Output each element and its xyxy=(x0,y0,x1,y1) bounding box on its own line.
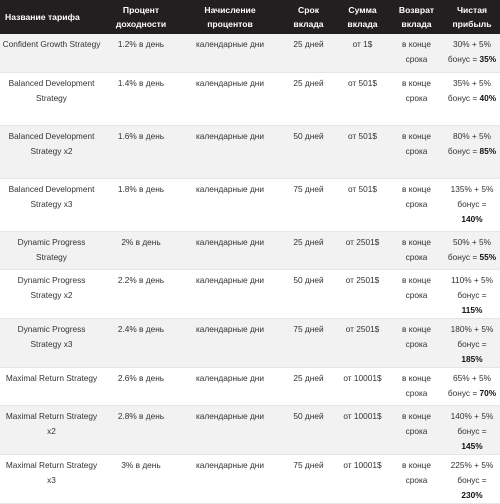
tariff-profit xyxy=(444,454,500,503)
tariff-return: в конце срока xyxy=(389,405,444,454)
profit-base: 50% + 5% xyxy=(452,236,492,247)
tariff-accrual: календарные дни xyxy=(179,125,281,178)
tariff-return: в конце срока xyxy=(389,72,444,125)
header-row xyxy=(0,0,500,34)
tariff-rate: 2.2% в день xyxy=(103,269,179,318)
profit-bonus-label: бонус = xyxy=(447,251,478,262)
profit-total: 145% xyxy=(461,440,483,451)
tariff-amount: от 501$ xyxy=(336,72,389,125)
tariff-accrual: календарные дни xyxy=(179,454,281,503)
tariff-name: Dynamic Progress Strategy x2 xyxy=(0,269,103,318)
tariff-rate: 2% в день xyxy=(103,231,179,269)
tariff-amount: от 10001$ xyxy=(336,405,389,454)
table-body xyxy=(0,34,500,503)
tariff-accrual: календарные дни xyxy=(179,72,281,125)
table-row xyxy=(0,178,500,231)
tariff-name: Dynamic Progress Strategy xyxy=(0,231,103,269)
profit-total: 55% xyxy=(479,251,497,262)
profit-base: 110% + 5% xyxy=(450,274,494,285)
profit-total: 40% xyxy=(479,92,497,103)
profit-base: 80% + 5% xyxy=(452,130,492,141)
profit-base: 30% + 5% xyxy=(452,39,492,49)
profit-total: 185% xyxy=(461,353,483,364)
tariff-accrual: календарные дни xyxy=(179,34,281,72)
profit-base: 135% + 5% xyxy=(450,183,494,194)
tariff-term: 25 дней xyxy=(281,367,336,405)
profit-base: 225% + 5% xyxy=(450,459,494,470)
tariff-accrual: календарные дни xyxy=(179,269,281,318)
header-term: Срок вклада xyxy=(281,0,336,34)
tariff-profit xyxy=(444,178,500,231)
tariff-amount: от 2501$ xyxy=(336,231,389,269)
profit-total: 140% xyxy=(461,213,483,224)
profit-total: 85% xyxy=(479,145,497,156)
tariff-rate: 2.4% в день xyxy=(103,318,179,367)
tariff-profit xyxy=(444,231,500,269)
profit-bonus-label: бонус = xyxy=(457,289,487,300)
tariff-term: 25 дней xyxy=(281,231,336,269)
tariff-profit xyxy=(444,405,500,454)
table-row xyxy=(0,405,500,454)
tariff-return: в конце срока xyxy=(389,34,444,72)
profit-bonus-label: бонус = xyxy=(447,387,478,398)
tariff-profit xyxy=(444,269,500,318)
tariff-return: в конце срока xyxy=(389,178,444,231)
tariff-name: Dynamic Progress Strategy x3 xyxy=(0,318,103,367)
tariff-return: в конце срока xyxy=(389,454,444,503)
tariff-rate: 2.8% в день xyxy=(103,405,179,454)
table-row xyxy=(0,231,500,269)
profit-bonus-label: бонус = xyxy=(457,198,487,209)
tariff-accrual: календарные дни xyxy=(179,318,281,367)
tariff-rate: 1.4% в день xyxy=(103,72,179,125)
profit-bonus-label: бонус = xyxy=(457,474,487,485)
table-row xyxy=(0,125,500,178)
table-row xyxy=(0,72,500,125)
table-row xyxy=(0,454,500,503)
profit-bonus-label: бонус = xyxy=(447,92,478,103)
tariff-amount: от 2501$ xyxy=(336,269,389,318)
tariff-rate: 3% в день xyxy=(103,454,179,503)
tariff-return: в конце срока xyxy=(389,269,444,318)
tariff-accrual: календарные дни xyxy=(179,231,281,269)
tariff-return: в конце срока xyxy=(389,231,444,269)
tariff-profit xyxy=(444,125,500,178)
profit-total: 230% xyxy=(461,489,483,500)
profit-bonus-label: бонус = xyxy=(457,425,487,436)
tariff-profit xyxy=(444,367,500,405)
tariff-name: Balanced Development Strategy x3 xyxy=(0,178,103,231)
tariff-amount: от 1$ xyxy=(336,34,389,72)
profit-total: 70% xyxy=(479,387,497,398)
table-row xyxy=(0,34,500,72)
tariff-name: Confident Growth Strategy xyxy=(0,34,103,72)
tariff-rate: 1.8% в день xyxy=(103,178,179,231)
tariff-rate: 2.6% в день xyxy=(103,367,179,405)
profit-base: 180% + 5% xyxy=(450,323,494,334)
profit-total: 35% xyxy=(479,54,497,64)
tariff-amount: от 10001$ xyxy=(336,367,389,405)
header-amount: Сумма вклада xyxy=(336,0,389,34)
tariff-rate: 1.2% в день xyxy=(103,34,179,72)
profit-base: 35% + 5% xyxy=(452,77,492,88)
header-profit: Чистая прибыль xyxy=(444,0,500,34)
tariff-rate: 1.6% в день xyxy=(103,125,179,178)
tariff-name: Maximal Return Strategy x3 xyxy=(0,454,103,503)
table-row xyxy=(0,269,500,318)
tariff-name: Balanced Development Strategy xyxy=(0,72,103,125)
profit-total: 115% xyxy=(461,304,483,315)
tariff-amount: от 501$ xyxy=(336,125,389,178)
tariff-term: 50 дней xyxy=(281,269,336,318)
table-row xyxy=(0,318,500,367)
profit-base: 65% + 5% xyxy=(452,372,492,383)
tariff-return: в конце срока xyxy=(389,125,444,178)
tariff-accrual: календарные дни xyxy=(179,405,281,454)
header-tariff-name: Название тарифа xyxy=(0,0,103,34)
tariff-profit xyxy=(444,34,500,72)
table-row xyxy=(0,367,500,405)
tariff-term: 50 дней xyxy=(281,405,336,454)
tariff-name: Maximal Return Strategy xyxy=(0,367,103,405)
tariff-name: Maximal Return Strategy x2 xyxy=(0,405,103,454)
profit-bonus-label: бонус = xyxy=(447,54,478,64)
tariff-profit xyxy=(444,72,500,125)
tariff-term: 25 дней xyxy=(281,34,336,72)
header-accrual: Начисление процентов xyxy=(179,0,281,34)
tariff-return: в конце срока xyxy=(389,318,444,367)
tariff-term: 25 дней xyxy=(281,72,336,125)
tariff-term: 75 дней xyxy=(281,318,336,367)
tariff-profit xyxy=(444,318,500,367)
tariff-accrual: календарные дни xyxy=(179,367,281,405)
tariff-term: 75 дней xyxy=(281,178,336,231)
tariff-amount: от 2501$ xyxy=(336,318,389,367)
profit-bonus-label: бонус = xyxy=(447,145,478,156)
header-rate: Процент доходности xyxy=(103,0,179,34)
tariff-accrual: календарные дни xyxy=(179,178,281,231)
tariff-amount: от 501$ xyxy=(336,178,389,231)
profit-bonus-label: бонус = xyxy=(457,338,487,349)
tariff-amount: от 10001$ xyxy=(336,454,389,503)
header-return: Возврат вклада xyxy=(389,0,444,34)
tariff-term: 75 дней xyxy=(281,454,336,503)
tariff-return: в конце срока xyxy=(389,367,444,405)
tariff-term: 50 дней xyxy=(281,125,336,178)
table-header xyxy=(0,0,500,34)
profit-base: 140% + 5% xyxy=(450,410,494,421)
tariff-name: Balanced Development Strategy x2 xyxy=(0,125,103,178)
